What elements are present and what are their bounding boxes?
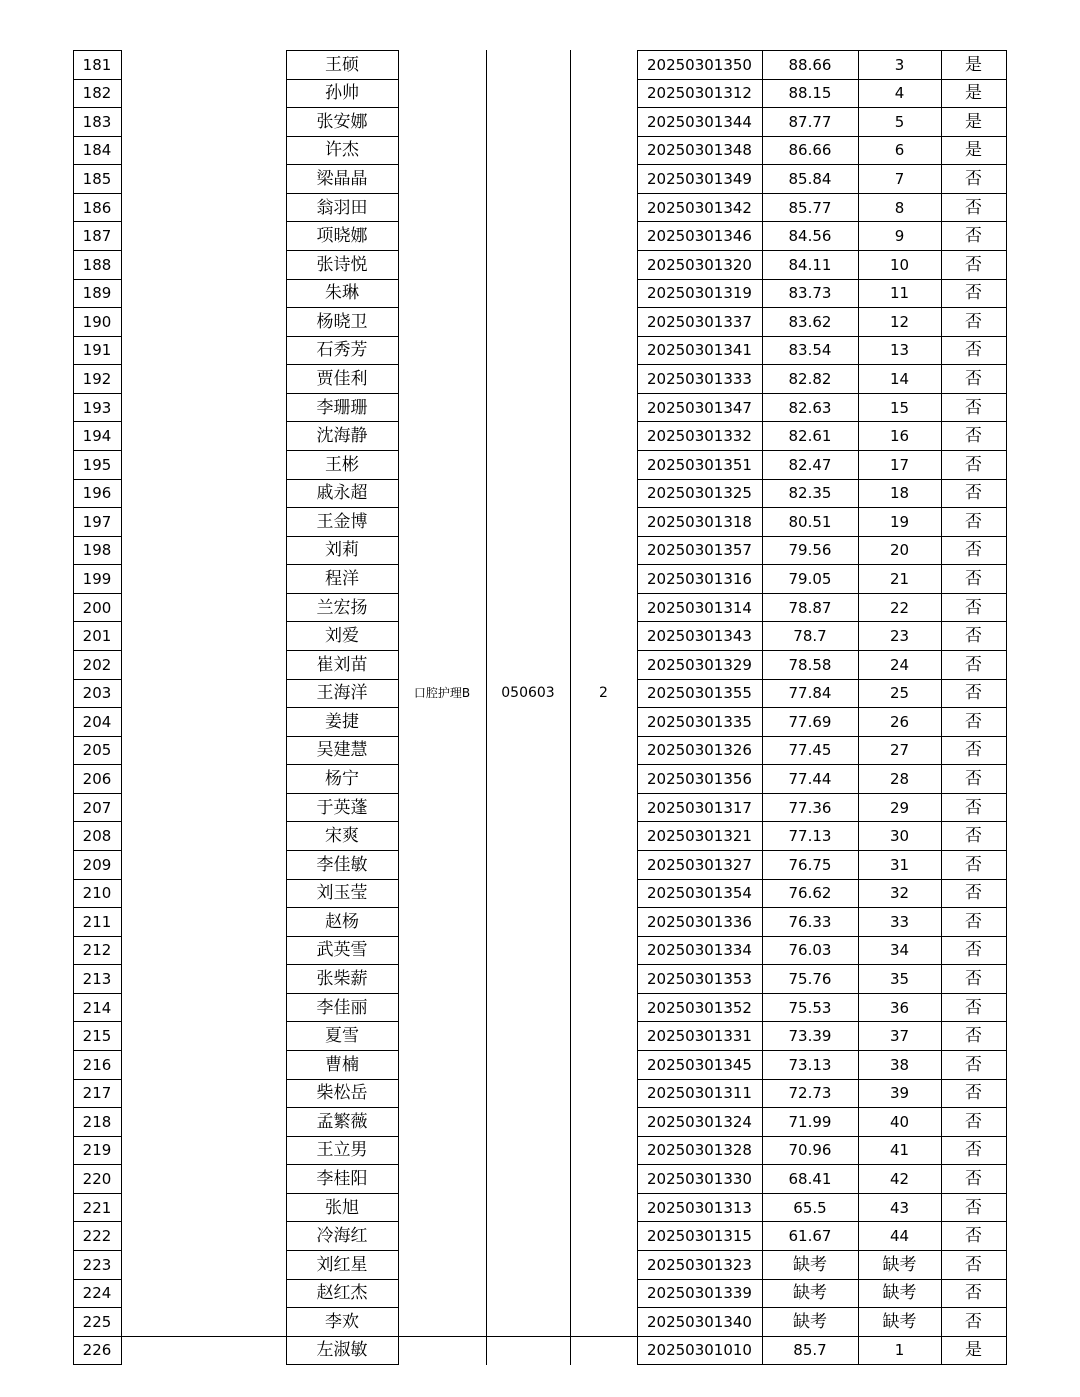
- score-cell: 68.41: [788, 1170, 832, 1188]
- exam-id-cell: 20250301341: [647, 341, 752, 360]
- name-cell: 杨晓卫: [316, 311, 368, 332]
- seq-cell: 211: [82, 912, 112, 931]
- name-cell: 李桂阳: [316, 1169, 368, 1189]
- rank-cell: 44: [889, 1227, 910, 1246]
- name-cell: 吴建慧: [316, 740, 368, 761]
- merged-column-line: [570, 50, 571, 1365]
- name-cell: 崔刘苗: [316, 654, 368, 675]
- score-cell: 77.45: [788, 741, 832, 760]
- exam-id-cell: 20250301344: [647, 112, 752, 131]
- rank-cell: 12: [889, 312, 910, 331]
- exam-id-cell: 20250301334: [647, 941, 752, 960]
- rank-cell: 27: [889, 741, 910, 760]
- name-cell: 刘莉: [325, 540, 359, 561]
- rank-cell: 42: [889, 1170, 910, 1188]
- name-cell: 刘玉莹: [316, 883, 368, 904]
- exam-id-cell: 20250301355: [647, 684, 752, 703]
- score-cell: 82.82: [788, 370, 832, 389]
- name-cell: 左淑敏: [316, 1340, 368, 1361]
- seq-cell: 224: [82, 1284, 112, 1303]
- quota-cell: 2: [599, 684, 608, 701]
- score-cell: 83.62: [788, 312, 832, 331]
- name-cell: 翁羽田: [316, 197, 368, 218]
- exam-id-cell: 20250301010: [647, 1341, 752, 1360]
- score-cell: 84.56: [788, 227, 832, 246]
- seq-cell: 185: [82, 170, 112, 189]
- exam-id-cell: 20250301324: [647, 1112, 752, 1131]
- exam-id-cell: 20250301330: [647, 1170, 752, 1188]
- pass-cell: 否: [965, 226, 982, 247]
- score-cell: 73.39: [788, 1027, 832, 1046]
- seq-cell: 184: [82, 141, 112, 160]
- pass-cell: 否: [965, 597, 982, 618]
- name-cell: 武英雪: [316, 940, 368, 961]
- exam-id-cell: 20250301328: [647, 1141, 752, 1160]
- seq-cell: 191: [82, 341, 112, 360]
- exam-id-cell: 20250301329: [647, 655, 752, 674]
- name-cell: 于英蓬: [316, 797, 368, 818]
- rank-cell: 19: [889, 512, 910, 531]
- score-cell: 61.67: [788, 1227, 832, 1246]
- name-cell: 夏雪: [325, 1026, 359, 1047]
- score-cell: 83.73: [788, 284, 832, 303]
- seq-cell: 221: [82, 1198, 112, 1217]
- pass-cell: 否: [965, 1311, 982, 1332]
- pass-cell: 否: [965, 540, 982, 561]
- exam-id-cell: 20250301311: [647, 1084, 752, 1103]
- seq-cell: 210: [82, 884, 112, 903]
- score-cell: 83.54: [788, 341, 832, 360]
- name-cell: 刘红星: [316, 1254, 368, 1275]
- pass-cell: 否: [965, 397, 982, 418]
- pass-cell: 否: [965, 626, 982, 647]
- name-cell: 刘爱: [325, 626, 359, 647]
- exam-id-cell: 20250301349: [647, 170, 752, 189]
- score-cell: 80.51: [788, 512, 832, 531]
- rank-cell: 3: [894, 55, 905, 74]
- seq-cell: 182: [82, 84, 112, 103]
- seq-cell: 208: [82, 827, 112, 846]
- seq-cell: 204: [82, 712, 112, 731]
- name-cell: 宋爽: [325, 826, 359, 847]
- seq-cell: 192: [82, 370, 112, 389]
- name-cell: 梁晶晶: [316, 169, 368, 190]
- pass-cell: 否: [965, 654, 982, 675]
- exam-id-cell: 20250301340: [647, 1312, 752, 1331]
- name-cell: 王彬: [325, 454, 359, 475]
- rank-cell: 30: [889, 827, 910, 846]
- seq-cell: 209: [82, 855, 112, 874]
- score-cell: 65.5: [793, 1198, 827, 1217]
- score-cell: 79.56: [788, 541, 832, 560]
- seq-cell: 181: [82, 55, 112, 74]
- pass-cell: 否: [965, 311, 982, 332]
- pass-cell: 否: [965, 1197, 982, 1218]
- name-cell: 李珊珊: [316, 397, 368, 418]
- seq-cell: 214: [82, 998, 112, 1017]
- rank-cell: 8: [894, 198, 905, 217]
- pass-cell: 否: [965, 683, 982, 704]
- name-cell: 冷海红: [316, 1226, 368, 1247]
- pass-cell: 否: [965, 1226, 982, 1247]
- exam-id-cell: 20250301325: [647, 484, 752, 503]
- name-cell: 张柴薪: [316, 969, 368, 990]
- seq-cell: 223: [82, 1255, 112, 1274]
- rank-cell: 1: [894, 1341, 905, 1360]
- seq-cell: 187: [82, 227, 112, 246]
- score-cell: 缺考: [793, 1254, 827, 1275]
- score-cell: 82.63: [788, 398, 832, 417]
- score-cell: 缺考: [793, 1283, 827, 1304]
- pass-cell: 否: [965, 797, 982, 818]
- score-cell: 85.7: [793, 1341, 827, 1360]
- score-cell: 75.76: [788, 970, 832, 989]
- exam-id-cell: 20250301350: [647, 55, 752, 74]
- seq-cell: 220: [82, 1170, 112, 1188]
- pass-cell: 否: [965, 1283, 982, 1304]
- rank-cell: 11: [889, 284, 910, 303]
- score-cell: 76.03: [788, 941, 832, 960]
- exam-id-cell: 20250301353: [647, 970, 752, 989]
- pass-cell: 否: [965, 1140, 982, 1161]
- pass-cell: 否: [965, 426, 982, 447]
- seq-cell: 188: [82, 255, 112, 274]
- exam-id-cell: 20250301352: [647, 998, 752, 1017]
- pass-cell: 否: [965, 1169, 982, 1189]
- pass-cell: 否: [965, 911, 982, 932]
- pass-cell: 否: [965, 283, 982, 304]
- pass-cell: 否: [965, 1254, 982, 1275]
- pass-cell: 否: [965, 1111, 982, 1132]
- exam-id-cell: 20250301351: [647, 455, 752, 474]
- exam-id-cell: 20250301321: [647, 827, 752, 846]
- rank-cell: 31: [889, 855, 910, 874]
- name-cell: 张安娜: [316, 111, 368, 132]
- rank-cell: 22: [889, 598, 910, 617]
- seq-cell: 200: [82, 598, 112, 617]
- pass-cell: 否: [965, 1054, 982, 1075]
- rank-cell: 24: [889, 655, 910, 674]
- pass-cell: 否: [965, 569, 982, 590]
- name-cell: 赵红杰: [316, 1283, 368, 1304]
- score-cell: 87.77: [788, 112, 832, 131]
- seq-cell: 186: [82, 198, 112, 217]
- score-cell: 75.53: [788, 998, 832, 1017]
- score-cell: 82.35: [788, 484, 832, 503]
- seq-cell: 197: [82, 512, 112, 531]
- exam-id-cell: 20250301314: [647, 598, 752, 617]
- score-cell: 88.15: [788, 84, 832, 103]
- exam-id-cell: 20250301320: [647, 255, 752, 274]
- pass-cell: 否: [965, 369, 982, 390]
- name-cell: 王海洋: [316, 683, 368, 704]
- name-cell: 李佳丽: [316, 997, 368, 1018]
- pass-cell: 否: [965, 883, 982, 904]
- score-cell: 77.44: [788, 770, 832, 789]
- position-name-cell: 口腔护理B: [413, 686, 471, 701]
- pass-cell: 否: [965, 454, 982, 475]
- exam-id-cell: 20250301345: [647, 1055, 752, 1074]
- score-cell: 77.84: [788, 684, 832, 703]
- rank-cell: 40: [889, 1112, 910, 1131]
- pass-cell: 否: [965, 740, 982, 761]
- score-cell: 76.62: [788, 884, 832, 903]
- seq-cell: 217: [82, 1084, 112, 1103]
- pass-cell: 是: [965, 140, 982, 161]
- rank-cell: 20: [889, 541, 910, 560]
- name-cell: 张旭: [325, 1197, 359, 1218]
- seq-cell: 203: [82, 684, 112, 703]
- seq-cell: 189: [82, 284, 112, 303]
- rank-cell: 缺考: [882, 1283, 917, 1304]
- seq-cell: 196: [82, 484, 112, 503]
- rank-cell: 18: [889, 484, 910, 503]
- rank-cell: 9: [894, 227, 905, 246]
- rank-cell: 28: [889, 770, 910, 789]
- seq-cell: 183: [82, 112, 112, 131]
- score-cell: 78.87: [788, 598, 832, 617]
- rank-cell: 缺考: [882, 1254, 917, 1275]
- score-cell: 88.66: [788, 55, 832, 74]
- score-cell: 76.75: [788, 855, 832, 874]
- pass-cell: 否: [965, 769, 982, 790]
- name-cell: 沈海静: [316, 426, 368, 447]
- score-cell: 70.96: [788, 1141, 832, 1160]
- score-cell: 85.77: [788, 198, 832, 217]
- rank-cell: 32: [889, 884, 910, 903]
- seq-cell: 194: [82, 427, 112, 446]
- seq-cell: 222: [82, 1227, 112, 1246]
- exam-id-cell: 20250301348: [647, 141, 752, 160]
- seq-cell: 213: [82, 970, 112, 989]
- score-cell: 73.13: [788, 1055, 832, 1074]
- score-cell: 77.13: [788, 827, 832, 846]
- name-cell: 朱琳: [325, 283, 359, 304]
- rank-cell: 37: [889, 1027, 910, 1046]
- score-cell: 78.58: [788, 655, 832, 674]
- pass-cell: 否: [965, 1026, 982, 1047]
- name-cell: 李欢: [325, 1311, 359, 1332]
- exam-id-cell: 20250301312: [647, 84, 752, 103]
- pass-cell: 否: [965, 711, 982, 732]
- pass-cell: 否: [965, 940, 982, 961]
- name-cell: 姜捷: [325, 711, 359, 732]
- pass-cell: 否: [965, 997, 982, 1018]
- score-cell: 76.33: [788, 912, 832, 931]
- name-cell: 贾佳利: [316, 369, 368, 390]
- pass-cell: 否: [965, 969, 982, 990]
- seq-cell: 218: [82, 1112, 112, 1131]
- seq-cell: 225: [82, 1312, 112, 1331]
- name-cell: 孙帅: [325, 83, 359, 104]
- seq-cell: 219: [82, 1141, 112, 1160]
- rank-cell: 23: [889, 627, 910, 646]
- pass-cell: 是: [965, 111, 982, 132]
- rank-cell: 38: [889, 1055, 910, 1074]
- pass-cell: 否: [965, 340, 982, 361]
- name-cell: 曹楠: [325, 1054, 359, 1075]
- rank-cell: 26: [889, 712, 910, 731]
- exam-id-cell: 20250301342: [647, 198, 752, 217]
- exam-id-cell: 20250301354: [647, 884, 752, 903]
- rank-cell: 25: [889, 684, 910, 703]
- rank-cell: 7: [894, 170, 905, 189]
- exam-id-cell: 20250301337: [647, 312, 752, 331]
- merged-column-line: [486, 50, 487, 1365]
- name-cell: 张诗悦: [316, 254, 368, 275]
- exam-id-cell: 20250301347: [647, 398, 752, 417]
- name-cell: 赵杨: [325, 911, 359, 932]
- exam-id-cell: 20250301336: [647, 912, 752, 931]
- name-cell: 项晓娜: [316, 226, 368, 247]
- name-cell: 戚永超: [316, 483, 368, 504]
- rank-cell: 缺考: [882, 1311, 917, 1332]
- name-cell: 石秀芳: [316, 340, 368, 361]
- score-cell: 78.7: [793, 627, 827, 646]
- score-cell: 84.11: [788, 255, 832, 274]
- score-cell: 缺考: [793, 1311, 827, 1332]
- name-cell: 王硕: [325, 54, 359, 75]
- rank-cell: 34: [889, 941, 910, 960]
- pass-cell: 是: [965, 1340, 982, 1361]
- pass-cell: 否: [965, 254, 982, 275]
- name-cell: 王金博: [316, 511, 368, 532]
- rank-cell: 5: [894, 112, 905, 131]
- exam-id-cell: 20250301327: [647, 855, 752, 874]
- score-cell: 77.36: [788, 798, 832, 817]
- seq-cell: 212: [82, 941, 112, 960]
- rank-cell: 35: [889, 970, 910, 989]
- name-cell: 程洋: [325, 569, 359, 590]
- seq-cell: 193: [82, 398, 112, 417]
- rank-cell: 33: [889, 912, 910, 931]
- exam-id-cell: 20250301315: [647, 1227, 752, 1246]
- exam-id-cell: 20250301318: [647, 512, 752, 531]
- name-cell: 许杰: [325, 140, 359, 161]
- exam-id-cell: 20250301332: [647, 427, 752, 446]
- score-cell: 79.05: [788, 570, 832, 589]
- name-cell: 柴松岳: [316, 1083, 368, 1104]
- score-cell: 77.69: [788, 712, 832, 731]
- score-cell: 82.47: [788, 455, 832, 474]
- pass-cell: 否: [965, 826, 982, 847]
- seq-cell: 190: [82, 312, 112, 331]
- rank-cell: 4: [894, 84, 905, 103]
- rank-cell: 29: [889, 798, 910, 817]
- seq-cell: 195: [82, 455, 112, 474]
- exam-id-cell: 20250301331: [647, 1027, 752, 1046]
- name-cell: 李佳敏: [316, 854, 368, 875]
- seq-cell: 206: [82, 770, 112, 789]
- seq-cell: 207: [82, 798, 112, 817]
- pass-cell: 是: [965, 54, 982, 75]
- exam-id-cell: 20250301326: [647, 741, 752, 760]
- seq-cell: 226: [82, 1341, 112, 1360]
- pass-cell: 否: [965, 169, 982, 190]
- seq-cell: 202: [82, 655, 112, 674]
- score-cell: 85.84: [788, 170, 832, 189]
- exam-id-cell: 20250301313: [647, 1198, 752, 1217]
- rank-cell: 36: [889, 998, 910, 1017]
- score-cell: 72.73: [788, 1084, 832, 1103]
- name-cell: 孟繁薇: [316, 1111, 368, 1132]
- rank-cell: 6: [894, 141, 905, 160]
- pass-cell: 是: [965, 83, 982, 104]
- score-cell: 82.61: [788, 427, 832, 446]
- rank-cell: 17: [889, 455, 910, 474]
- name-cell: 兰宏扬: [316, 597, 368, 618]
- seq-cell: 205: [82, 741, 112, 760]
- exam-id-cell: 20250301357: [647, 541, 752, 560]
- seq-cell: 216: [82, 1055, 112, 1074]
- seq-cell: 215: [82, 1027, 112, 1046]
- rank-cell: 21: [889, 570, 910, 589]
- seq-cell: 199: [82, 570, 112, 589]
- exam-id-cell: 20250301346: [647, 227, 752, 246]
- position-code-cell: 050603: [501, 684, 555, 701]
- exam-id-cell: 20250301335: [647, 712, 752, 731]
- exam-id-cell: 20250301339: [647, 1284, 752, 1303]
- name-cell: 杨宁: [325, 769, 359, 790]
- seq-cell: 201: [82, 627, 112, 646]
- exam-id-cell: 20250301356: [647, 770, 752, 789]
- pass-cell: 否: [965, 483, 982, 504]
- rank-cell: 43: [889, 1198, 910, 1217]
- pass-cell: 否: [965, 197, 982, 218]
- rank-cell: 15: [889, 398, 910, 417]
- rank-cell: 13: [889, 341, 910, 360]
- rank-cell: 39: [889, 1084, 910, 1103]
- rank-cell: 16: [889, 427, 910, 446]
- exam-id-cell: 20250301343: [647, 627, 752, 646]
- name-cell: 王立男: [316, 1140, 368, 1161]
- pass-cell: 否: [965, 511, 982, 532]
- rank-cell: 10: [889, 255, 910, 274]
- exam-id-cell: 20250301323: [647, 1255, 752, 1274]
- score-cell: 86.66: [788, 141, 832, 160]
- exam-id-cell: 20250301333: [647, 370, 752, 389]
- rank-cell: 14: [889, 370, 910, 389]
- seq-cell: 198: [82, 541, 112, 560]
- exam-id-cell: 20250301319: [647, 284, 752, 303]
- rank-cell: 41: [889, 1141, 910, 1160]
- pass-cell: 否: [965, 1083, 982, 1104]
- pass-cell: 否: [965, 854, 982, 875]
- exam-id-cell: 20250301317: [647, 798, 752, 817]
- score-cell: 71.99: [788, 1112, 832, 1131]
- exam-id-cell: 20250301316: [647, 570, 752, 589]
